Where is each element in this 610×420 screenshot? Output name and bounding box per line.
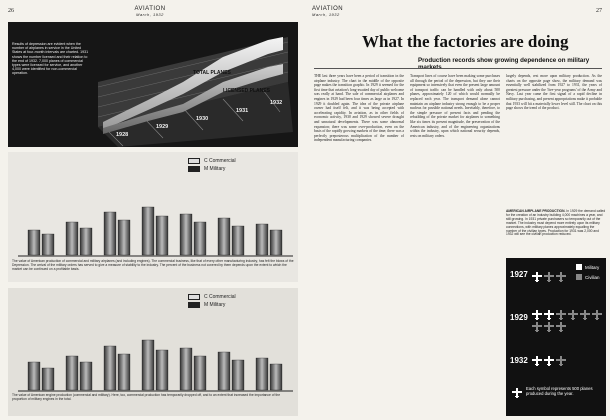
legend-swatch-military — [188, 166, 200, 172]
masthead-date: March, 1932 — [312, 12, 340, 17]
pictograph-panel — [506, 258, 606, 416]
pictograph-year-1929: 1929 — [510, 313, 528, 322]
photo-airplane-production-value — [8, 152, 298, 282]
label-licensed-planes: LICENSED PLANES — [223, 88, 270, 94]
pictograph-year-1927: 1927 — [510, 270, 528, 279]
photo-planes-chart — [8, 22, 298, 147]
photo-engine-production-value — [8, 288, 298, 416]
article-column-2: Transport lines of course have been making some purchases all through the period of the depression, but they use their equipment so intensively that even the present large amount of transport traffic can be handled with only about 500 planes, approximately 120 of which would normally be replaced each year. The transport demand alone cannot maintain an airplane industry strong enough to be a proper nucleus for possible national needs. Inevitably, therefore, to the simple pressure of present facts and pending the rebuilding of the private market for airplanes to something like six times its present magnitude, the preservation of the American industry, and of the engineering organizations within the industry, upon which national security depends, rests on military orders. — [410, 74, 500, 138]
pictograph-title: AMERICAN AIRPLANE PRODUCTION. — [506, 209, 566, 213]
coin-stacks-airplanes — [8, 152, 298, 262]
pictograph-key: Each symbol represents 500 planes produced during the year. — [526, 386, 593, 396]
article-subhead: Production records show growing dependence on military — [418, 57, 590, 64]
planes-chart-graphic — [8, 22, 298, 147]
year-label: 1928 — [116, 132, 129, 138]
military-swatch — [576, 264, 582, 270]
pictograph-year-1932: 1932 — [510, 356, 528, 365]
legend-civilian-label: Civilian — [585, 274, 600, 280]
civilian-swatch — [576, 274, 582, 280]
legend-military: M Military — [188, 166, 225, 172]
airplane-value-caption: The value of American production of commercial and military airplanes (and including engines). The commercial business, like that of every other manufacturing industry, has felt the blows of the Depression. The arrival of the military orders has served to give a measure of stability to the industry. The percent of the business not covered by them depends upon the extent to which the market can be continued on a profitable basis. — [12, 259, 294, 271]
masthead-date: March, 1932 — [136, 12, 164, 17]
masthead-title: AVIATION — [134, 6, 166, 12]
legend-commercial: C Commercial — [188, 294, 236, 300]
year-label: 1930 — [196, 116, 209, 122]
pictograph-caption — [506, 210, 606, 237]
year-label: 1931 — [236, 108, 249, 114]
article-column-3: largely depends, rest more upon military production. As the charts on the opposite page show, the military demand was essentially well stabilized from 1927 to 1931, the years of greatest pressure under the 'five-year programs' of the Army and Navy. Last year came the first signal of a rapid decline in military purchasing, and present appropriations make it probable that 1933 will hit a materially lower level still. The chart on this page shows the trend of the product. — [506, 74, 602, 111]
legend-civilian-symbol — [576, 274, 600, 280]
label-total-planes: TOTAL PLANES — [193, 70, 231, 76]
page-number-right: 27 — [596, 8, 602, 14]
legend-military-label: Military — [585, 264, 600, 270]
page-number-left: 26 — [8, 8, 14, 14]
masthead-left — [120, 6, 180, 18]
article-column-1: THE last three years have been a period of transition in the airplane industry. The chart in the middle of the opposite page makes the transition graphic. In 1929 it seemed for the first time that aviation's long-awaited day of public welcome was really at hand. The sale of commercial airplanes and engines in 1929 had been four times as large as in 1927. In 1929 it doubled again. The idea of the private airplane owner had itself felt, and it was being accepted with accelerating rapidity. In aviation, as in other fields of economic activity, 1930 and 1929 showed severe drought and unnatural developments. There was some abnormal expansion; there was some over-production, even on the basis of the rapidly growing markets of the time; there was a perfectly preposterous multiplication of the number of independent manufacturing companies. — [314, 74, 404, 143]
article-headline: What the factories are doing — [362, 32, 569, 51]
legend-military: M Military — [188, 302, 225, 308]
masthead-title: AVIATION — [312, 6, 344, 12]
pictograph-text: In 1929 the demand called for the creation of an industry building 4,000 machines a year, and still growing. In 1931 private purchasers so temporarily out of the market. The industry must depend more entirely upon its military connections, with military planes approximately equalling the number of the civilian types. Production for 1931 was 2,000 and 1932 will see the civilian production reduced. — [506, 209, 606, 237]
year-label: 1929 — [156, 124, 169, 130]
right-page — [306, 0, 610, 420]
legend-swatch-military — [188, 302, 200, 308]
legend-swatch-commercial — [188, 294, 200, 300]
planes-chart-caption: Results of depression are evident when the number of airplanes in service in the United States at four-month intervals are charted. 1931 shows the number licensed and their relation to the end of 1932. 7,000 planes of commercial types were licensed for service, and another 4,000 were identified for non-commercial operation. — [12, 42, 89, 76]
legend-military-symbol — [576, 264, 599, 270]
coin-stacks-engines — [8, 288, 298, 393]
legend-commercial: C Commercial — [188, 158, 236, 164]
divider — [314, 68, 602, 69]
masthead-right — [312, 6, 372, 18]
legend-swatch-commercial — [188, 158, 200, 164]
engine-value-caption: The value of American engine production (commercial and military). Here, too, commercial production has temporarily dropped off, and to an extent that increased the importance of the proportion of military engines in the total. — [12, 393, 281, 401]
year-label: 1932 — [270, 100, 283, 106]
